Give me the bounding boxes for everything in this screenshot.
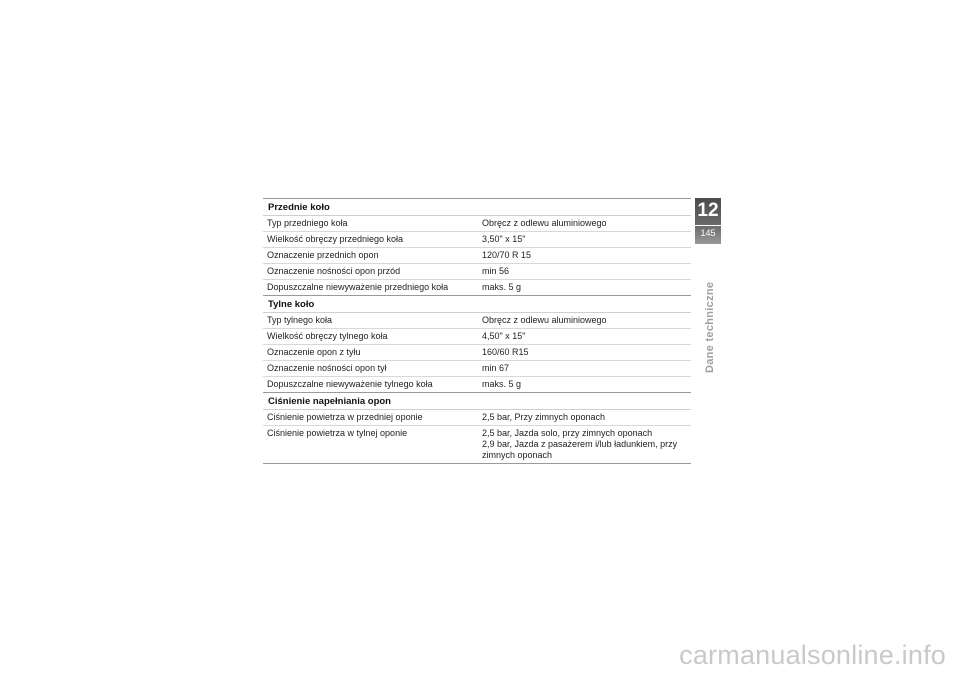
table-row [263,248,691,264]
row-label: Oznaczenie przednich opon [267,250,379,260]
row-value-line: maks. 5 g [482,282,522,292]
row-value [472,426,691,463]
table-row [263,410,691,426]
row-label: Wielkość obręczy przedniego koła [267,234,404,244]
table-row [263,232,691,248]
row-value-line: zimnych oponach [482,450,553,460]
table-row [263,313,691,329]
row-value-line: 120/70 R 15 [482,250,532,260]
section-header-tire-pressure: Ciśnienie napełniania opon [263,393,691,410]
row-label: Dopuszczalne niewyważenie przedniego koła [267,282,449,292]
row-label: Oznaczenie nośności opon tył [267,363,387,373]
row-value [472,264,691,279]
row-value [472,248,691,263]
chapter-side-title: Dane techniczne [704,281,716,373]
table-row [263,280,691,296]
row-value-line: Obręcz z odlewu aluminiowego [482,315,607,325]
row-value-line: 4,50" x 15" [482,331,526,341]
row-value-line: maks. 5 g [482,379,522,389]
row-value [472,361,691,376]
row-value [472,377,691,392]
row-value-line: min 67 [482,363,510,373]
row-value [472,313,691,328]
row-value-line: Obręcz z odlewu aluminiowego [482,218,607,228]
table-row [263,329,691,345]
row-label: Oznaczenie nośności opon przód [267,266,401,276]
table-row [263,264,691,280]
section-header-front-wheel: Przednie koło [263,199,691,216]
row-label: Ciśnienie powietrza w tylnej oponie [267,428,408,438]
table-row [263,216,691,232]
row-label: Oznaczenie opon z tyłu [267,347,361,357]
row-value [472,280,691,295]
row-value [472,232,691,247]
section-header-rear-wheel: Tylne koło [263,296,691,313]
spec-table [263,198,691,464]
table-row [263,426,691,464]
table-row [263,361,691,377]
row-value [472,329,691,344]
row-value [472,216,691,231]
row-value-line: 3,50" x 15" [482,234,526,244]
row-value-line: min 56 [482,266,510,276]
row-label: Ciśnienie powietrza w przedniej oponie [267,412,423,422]
row-value [472,410,691,425]
row-label: Dopuszczalne niewyważenie tylnego koła [267,379,433,389]
row-value [472,345,691,360]
page-number: 145 [695,225,721,238]
chapter-number: 12 [697,200,719,221]
row-label: Typ tylnego koła [267,315,333,325]
watermark: carmanualsonline.info [679,640,946,670]
row-value-line: 2,9 bar, Jazda z pasażerem i/lub ładunkiem, przy [482,439,678,449]
chapter-tab [695,198,721,244]
table-row [263,377,691,393]
row-value-line: 2,5 bar, Jazda solo, przy zimnych oponach [482,428,653,438]
row-label: Typ przedniego koła [267,218,348,228]
row-value-line: 160/60 R15 [482,347,529,357]
row-value-line: 2,5 bar, Przy zimnych oponach [482,412,606,422]
row-label: Wielkość obręczy tylnego koła [267,331,388,341]
table-row [263,345,691,361]
